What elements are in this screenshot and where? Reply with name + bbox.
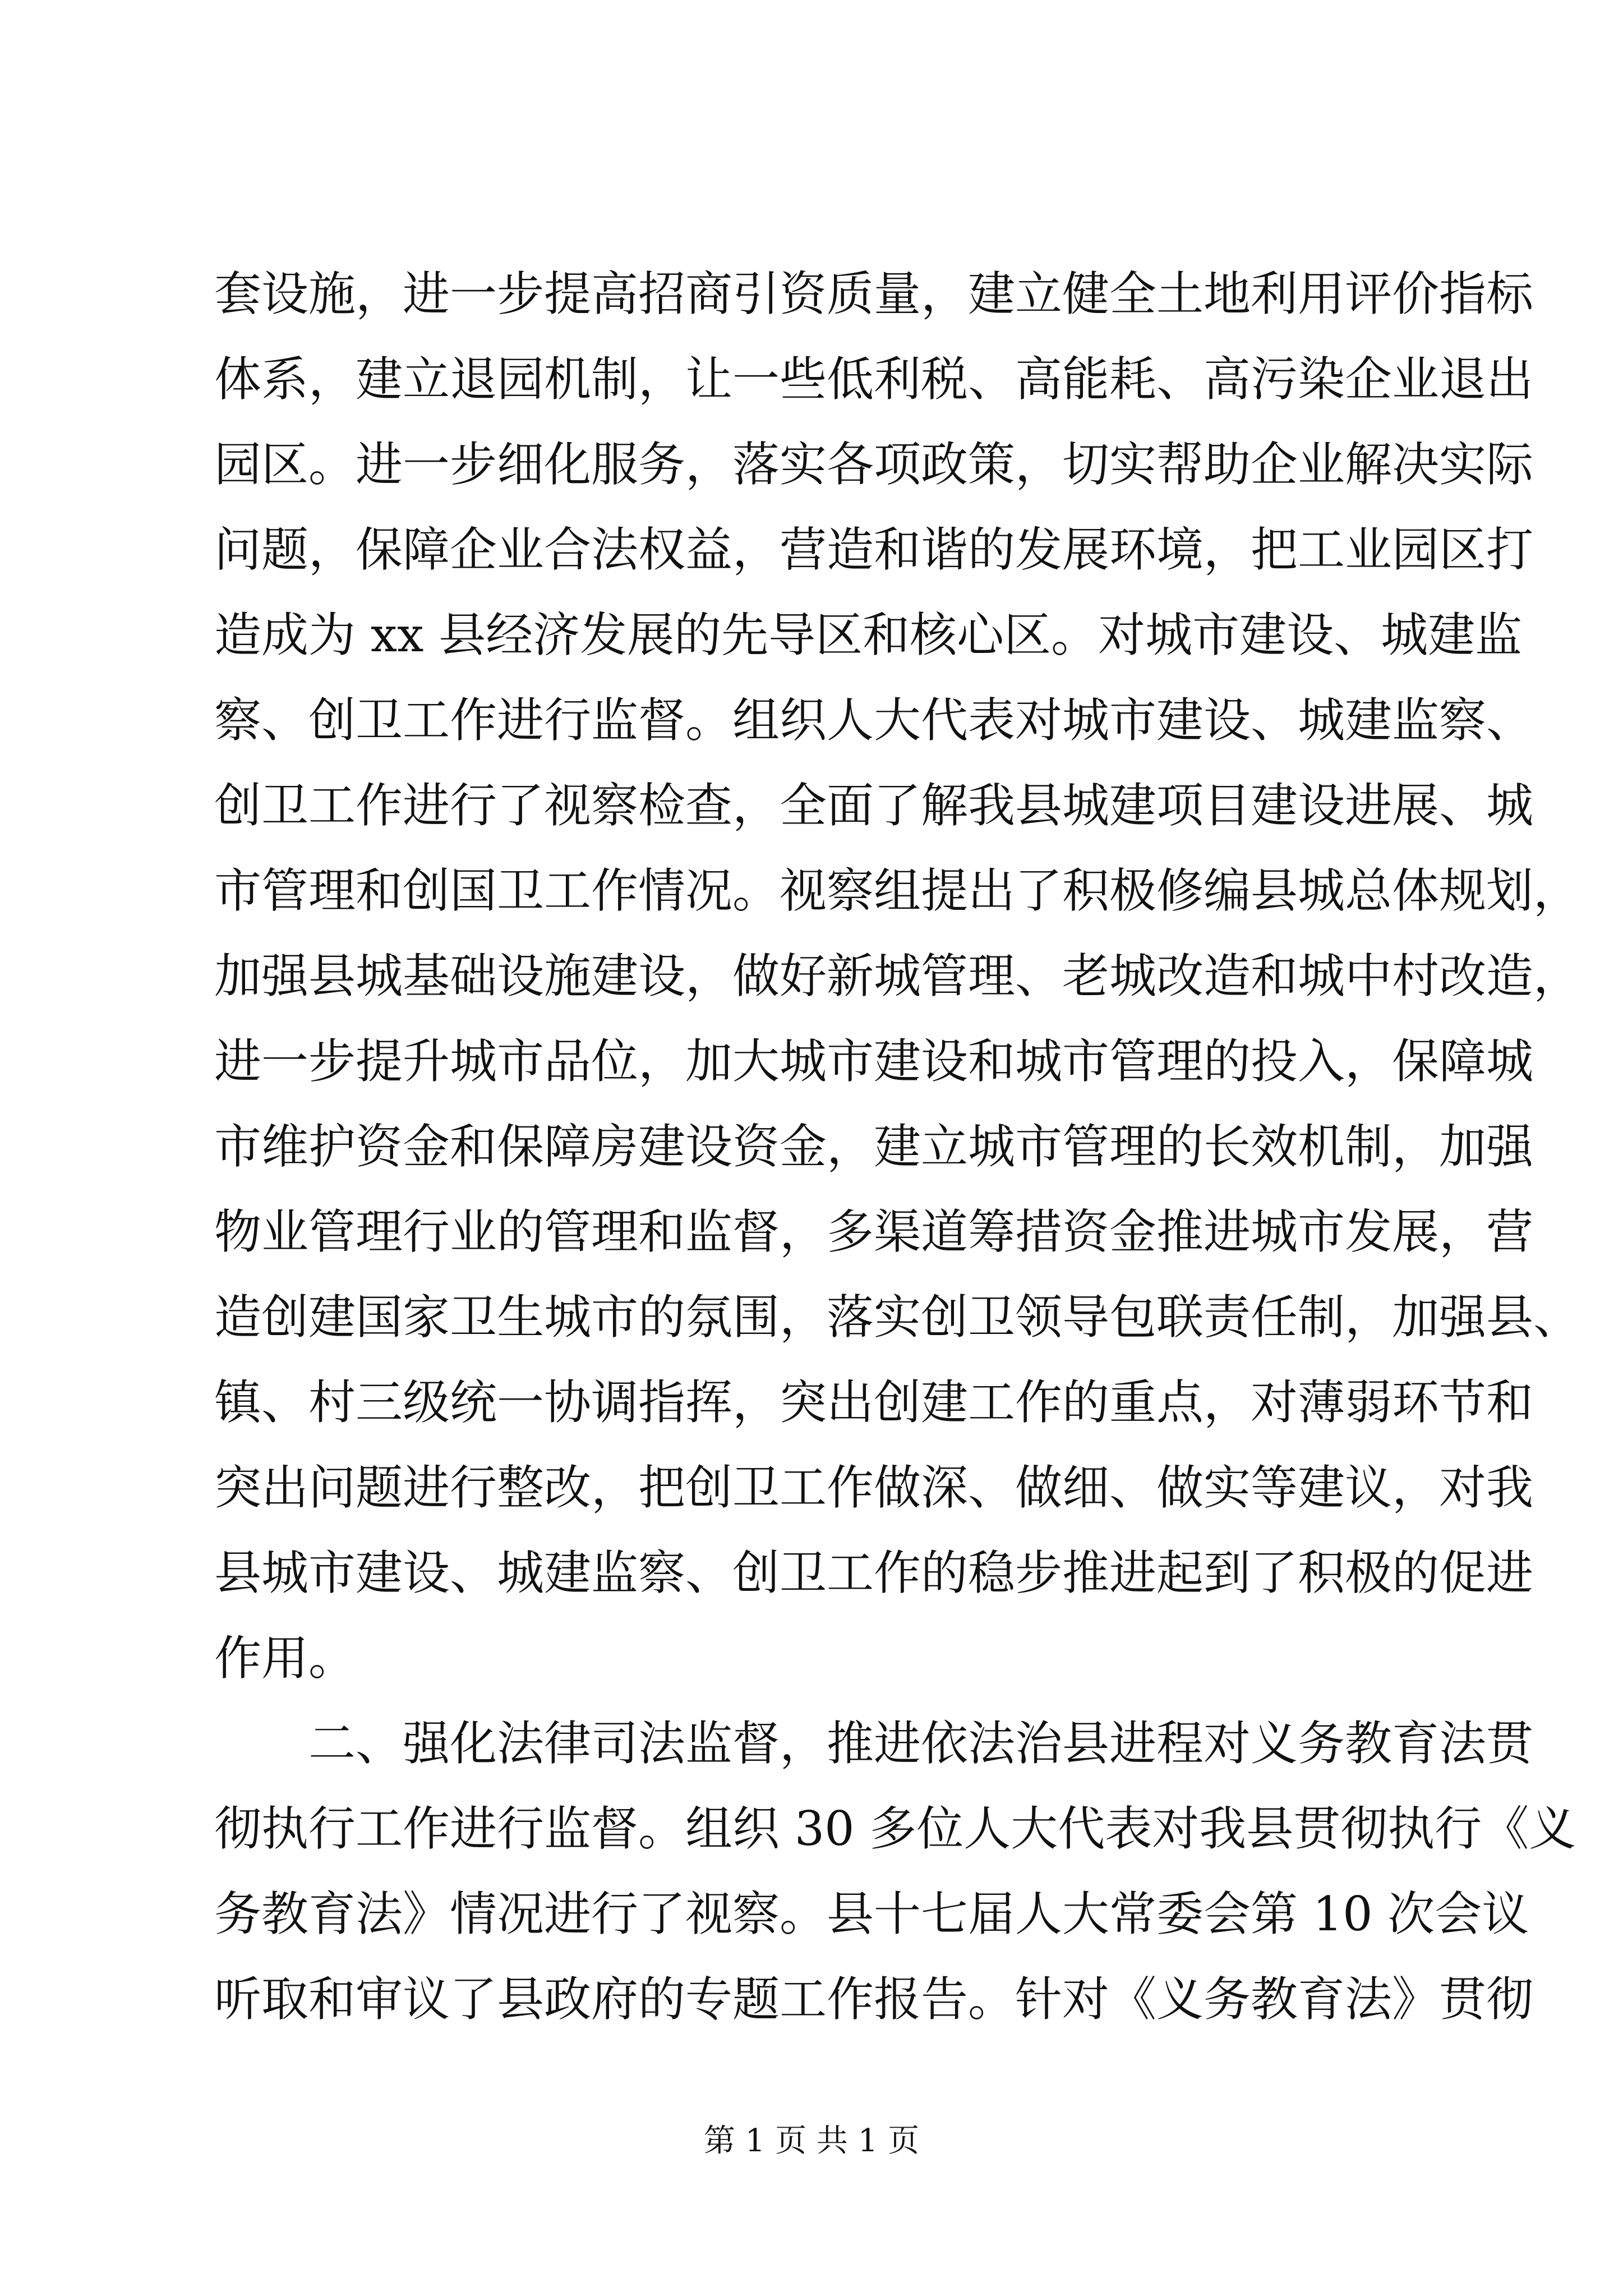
text-line: 套设施，进一步提高招商引资质量，建立健全土地利用评价指标 bbox=[214, 266, 1534, 321]
text-line: 物业管理行业的管理和监督，多渠道筹措资金推进城市发展，营 bbox=[214, 1204, 1534, 1259]
text-line: 突出问题进行整改，把创卫工作做深、做细、做实等建议，对我 bbox=[214, 1460, 1534, 1515]
text-line: 镇、村三级统一协调指挥，突出创建工作的重点，对薄弱环节和 bbox=[214, 1375, 1534, 1430]
text-line: 作用。 bbox=[214, 1631, 356, 1686]
text-line: 市管理和创国卫工作情况。视察组提出了积极修编县城总体规划， bbox=[214, 863, 1581, 918]
page-number: 第 1 页 共 1 页 bbox=[703, 2123, 920, 2159]
text-line: 务教育法》情况进行了视察。县十七届人大常委会第 10 次会议 bbox=[214, 1887, 1529, 1941]
section-heading-line: 二、强化法律司法监督，推进依法治县进程对义务教育法贯 bbox=[308, 1716, 1534, 1771]
text-line: 加强县城基础设施建设，做好新城管理、老城改造和城中村改造， bbox=[214, 949, 1581, 1004]
document-body bbox=[214, 251, 1581, 2042]
text-line: 造成为 xx 县经济发展的先导区和核心区。对城市建设、城建监 bbox=[214, 608, 1523, 662]
text-line: 彻执行工作进行监督。组织 30 多位人大代表对我县贯彻执行《义 bbox=[214, 1801, 1576, 1856]
text-line: 察、创卫工作进行监督。组织人大代表对城市建设、城建监察、 bbox=[214, 693, 1534, 748]
text-line: 造创建国家卫生城市的氛围，落实创卫领导包联责任制，加强县、 bbox=[214, 1290, 1581, 1345]
text-line: 园区。进一步细化服务，落实各项政策，切实帮助企业解决实际 bbox=[214, 437, 1534, 492]
text-line: 创卫工作进行了视察检查，全面了解我县城建项目建设进展、城 bbox=[214, 778, 1534, 833]
text-line: 市维护资金和保障房建设资金，建立城市管理的长效机制，加强 bbox=[214, 1119, 1534, 1174]
text-line: 进一步提升城市品位，加大城市建设和城市管理的投入，保障城 bbox=[214, 1034, 1534, 1089]
page-footer bbox=[0, 2122, 1623, 2161]
text-line: 问题，保障企业合法权益，营造和谐的发展环境，把工业园区打 bbox=[214, 522, 1534, 577]
text-line: 听取和审议了县政府的专题工作报告。针对《义务教育法》贯彻 bbox=[214, 1972, 1534, 2027]
text-line: 体系，建立退园机制，让一些低利税、高能耗、高污染企业退出 bbox=[214, 352, 1534, 407]
text-line: 县城市建设、城建监察、创卫工作的稳步推进起到了积极的促进 bbox=[214, 1545, 1534, 1600]
